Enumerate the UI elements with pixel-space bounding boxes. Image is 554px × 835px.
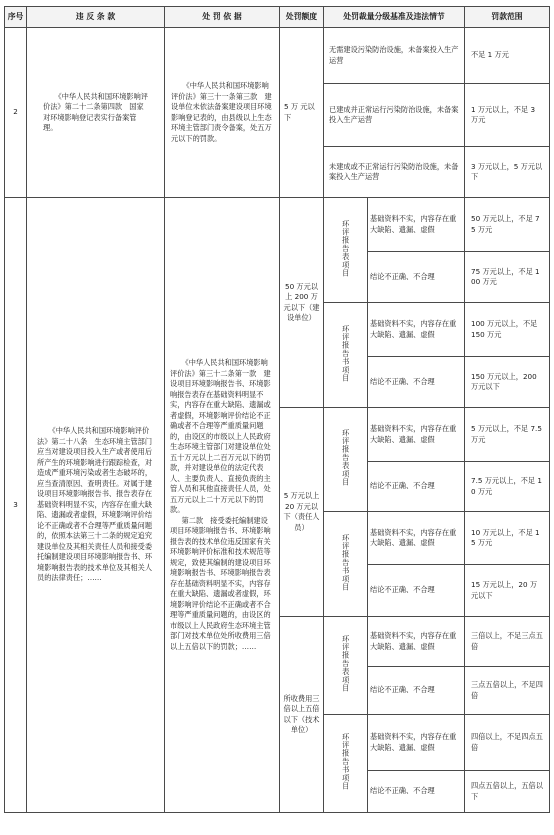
row2-tier1-range: 不足 1 万元 <box>465 28 550 84</box>
row2-tier2-situation: 已建成并正常运行污染防治设施，未备案投入生产运营 <box>324 84 465 147</box>
row3-group2-sub1-label-text: 环评报告表项目 <box>341 429 351 487</box>
header-seq: 序号 <box>5 7 27 28</box>
row3-basis-para2: 第二款 接受委托编制建设项目环境影响报告书、环境影响报告表的技术单位违反国家有关环境影响评价标准和技术规范等规定，致使其编制的建设项目环境影响报告书、环境影响报告表存在基础资料明显不实，内容存在重大缺陷、遗漏或者虚假，环境影响评价结论不正确或者不合理等严重质量问题的，由设区的市级以上人民政府生态环境主管部门对技术单位处所收费用三倍以上五倍以下的罚款；…… <box>170 515 271 651</box>
row2-basis <box>165 28 280 198</box>
row3-g3s2-tier1-range: 四倍以上，不足四点五倍 <box>465 715 550 771</box>
row3-g3s2-tier2-situation: 结论不正确、不合理 <box>368 771 465 813</box>
row3-g1s2-tier2-range: 150 万元以上，200 万元以下 <box>465 357 550 408</box>
row3-g2s1-tier2-range: 7.5 万元以上，不足 10 万元 <box>465 462 550 512</box>
row3-g1s2-tier1-situation: 基础资料不实，内容存在重大缺陷、遗漏、虚假 <box>368 303 465 357</box>
row3-g2s1-tier2-situation: 结论不正确、不合理 <box>368 462 465 512</box>
row3-group2-sub1-label <box>324 408 368 512</box>
row3-seq: 3 <box>5 198 27 813</box>
row3-basis-para1: 《中华人民共和国环境影响评价法》第三十二条第一款 建设项目环境影响报告书、环境影响报告表存在基础资料明显不实，内容存在重大缺陷、遗漏或者虚假，环境影响评价结论不正确或者不合理等严重质量问题的，由设区的市级以上人民政府生态环境主管部门对建设单位处五十万元以上二百万元以下的罚款，并对建设单位的法定代表人、主要负责人、直接负责的主管人员和其他直接责任人员，处五万元以上二十万元以下的罚款。 <box>170 358 271 514</box>
row3-g1s1-tier1-range: 50 万元以上，不足 75 万元 <box>465 198 550 252</box>
row2-clause-text: 《中华人民共和国环境影响评价法》第二十二条第四款 国家对环境影响登记表实行备案管理。 <box>43 91 148 132</box>
row2-basis-text: 《中华人民共和国环境影响评价法》第三十一条第三款 建设单位未依法备案建设项目环境影响登记表的，由县级以上生态环境主管部门责令备案，处五万元以下的罚款。 <box>171 81 272 143</box>
row3-g3s2-tier2-range: 四点五倍以上，五倍以下 <box>465 771 550 813</box>
row3-group3-amount: 所收费用三倍以上五倍以下（技术单位） <box>280 617 324 813</box>
row3-group3-sub2-label-text: 环评报告书项目 <box>341 733 351 791</box>
row3-g1s2-tier2-situation: 结论不正确、不合理 <box>368 357 465 408</box>
row2-seq: 2 <box>5 28 27 198</box>
row3-g1s2-tier1-range: 100 万元以上，不足 150 万元 <box>465 303 550 357</box>
row3-g2s2-tier1-range: 10 万元以上，不足 15 万元 <box>465 512 550 565</box>
header-range: 罚款范围 <box>465 7 550 28</box>
row3-g1s1-tier1-situation: 基础资料不实，内容存在重大缺陷、遗漏、虚假 <box>368 198 465 252</box>
row3-g3s2-tier1-situation: 基础资料不实，内容存在重大缺陷、遗漏、虚假 <box>368 715 465 771</box>
row3-g3s1-tier1-range: 三倍以上，不足三点五倍 <box>465 617 550 667</box>
table-row <box>5 198 550 252</box>
row2-clause <box>27 28 165 198</box>
row3-g2s1-tier1-situation: 基础资料不实，内容存在重大缺陷、遗漏、虚假 <box>368 408 465 462</box>
row3-group2-amount: 5 万元以上 20 万元以下（责任人员） <box>280 408 324 617</box>
header-penalty-amount: 处罚额度 <box>280 7 324 28</box>
row3-g1s1-tier2-situation: 结论不正确、不合理 <box>368 252 465 303</box>
row3-group1-sub1-label <box>324 198 368 303</box>
row2-tier3-situation: 未建成或不正常运行污染防治设施，未备案投入生产运营 <box>324 147 465 198</box>
header-penalty-basis: 处 罚 依 据 <box>165 7 280 28</box>
row3-group3-sub1-label <box>324 617 368 715</box>
row3-group2-sub2-label-text: 环评报告书项目 <box>341 533 351 591</box>
header-violation-clause: 违 反 条 款 <box>27 7 165 28</box>
row3-g2s2-tier1-situation: 基础资料不实，内容存在重大缺陷、遗漏、虚假 <box>368 512 465 565</box>
document-page <box>4 6 549 831</box>
row3-group3-sub2-label <box>324 715 368 813</box>
row3-g3s1-tier2-situation: 结论不正确、不合理 <box>368 667 465 715</box>
row3-g2s2-tier2-range: 15 万元以上，20 万元以下 <box>465 565 550 617</box>
row3-g2s2-tier2-situation: 结论不正确、不合理 <box>368 565 465 617</box>
row3-group3-sub1-label-text: 环评报告表项目 <box>341 635 351 693</box>
row2-tier1-situation: 无需建设污染防治设施，未备案投入生产运营 <box>324 28 465 84</box>
row3-group1-sub2-label-text: 环评报告书项目 <box>341 324 351 382</box>
penalty-table <box>4 6 550 813</box>
row3-g2s1-tier1-range: 5 万元以上，不足 7.5 万元 <box>465 408 550 462</box>
row3-group1-amount: 50 万元以上 200 万元以下（建设单位） <box>280 198 324 408</box>
row3-clause <box>27 198 165 813</box>
row2-tier2-range: 1 万元以上，不足 3 万元 <box>465 84 550 147</box>
header-discretion: 处罚裁量分级基准及违法情节 <box>324 7 465 28</box>
table-row <box>5 28 550 84</box>
row2-amount: 5 万 元以下 <box>280 28 324 198</box>
row3-group1-sub2-label <box>324 303 368 408</box>
row3-group2-sub2-label <box>324 512 368 617</box>
row3-basis <box>165 198 280 813</box>
table-header-row <box>5 7 550 28</box>
row3-clause-text: 《中华人民共和国环境影响评价法》第二十八条 生态环境主管部门应当对建设项目投入生产或者使用后所产生的环境影响进行跟踪检查，对造成严重环境污染或者生态破坏的，应当查清原因、查明责任。对属于建设项目环境影响报告书、报告表存在基础资料明显不实，内容存在重大缺陷、遗漏或者虚假，环境影响评价结论不正确或者不合理等严重质量问题的，依照本法第三十二条的规定追究建设单位及其相关责任人员和接受委托编制建设项目环境影响报告书、环境影响报告表的技术单位及其相关人员的法律责任；…… <box>37 426 153 583</box>
row3-g3s1-tier2-range: 三点五倍以上，不足四倍 <box>465 667 550 715</box>
row2-tier3-range: 3 万元以上，5 万元以下 <box>465 147 550 198</box>
row3-g3s1-tier1-situation: 基础资料不实，内容存在重大缺陷、遗漏、虚假 <box>368 617 465 667</box>
row3-group1-sub1-label-text: 环评报告表项目 <box>341 219 351 277</box>
row3-g1s1-tier2-range: 75 万元以上，不足 100 万元 <box>465 252 550 303</box>
